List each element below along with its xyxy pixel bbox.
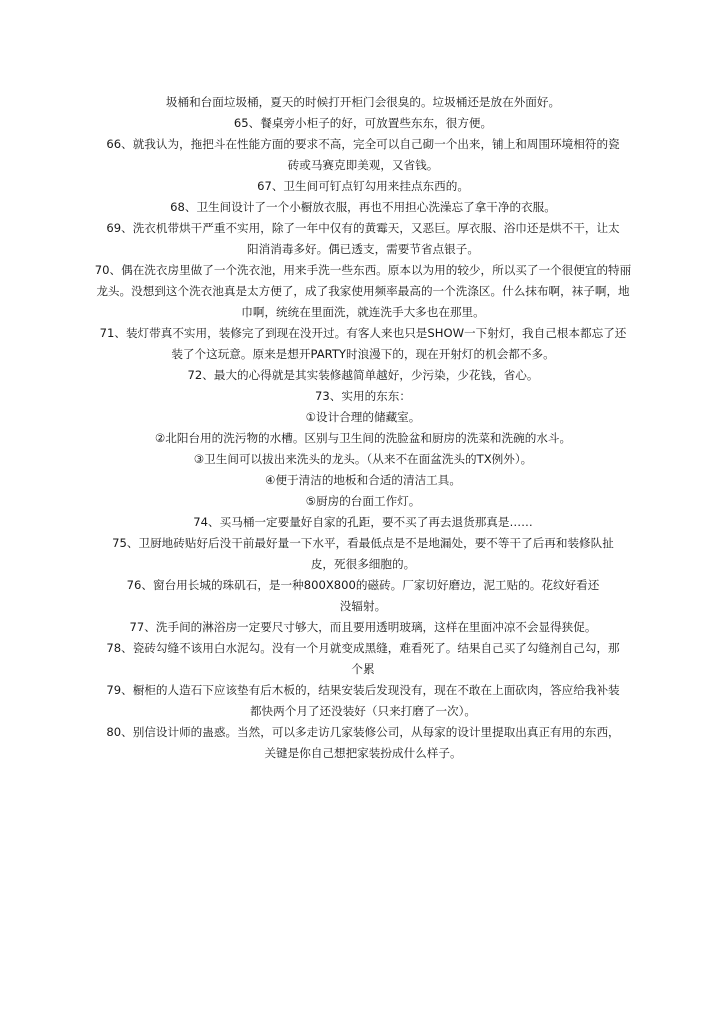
list-item-1: ①设计合理的储藏室。 bbox=[305, 410, 421, 424]
paragraph-69: 69、洗衣机带烘干严重不实用，除了一年中仅有的黄霉天，又恶巨。厚衣服、浴巾还是烘不干，让太阳消消毒多好。偶已透支，需要节省点银子。 bbox=[106, 221, 620, 256]
paragraph-76-continued: 没辐射。 bbox=[339, 599, 387, 613]
paragraph-67: 67、卫生间可钉点钉勾用来挂点东西的。 bbox=[257, 179, 469, 193]
paragraph-74: 74、买马桶一定要量好自家的孔距，要不买了再去退货那真是…… bbox=[193, 515, 533, 529]
paragraph-77: 77、洗手间的淋浴房一定要尺寸够大，而且要用透明玻璃，这样在里面冲凉不会显得狭促。 bbox=[129, 620, 597, 634]
list-item-2: ②北阳台用的洗污物的水槽。区别与卫生间的洗脸盆和厨房的洗菜和洗碗的水斗。 bbox=[154, 431, 572, 445]
document-body bbox=[94, 92, 632, 764]
paragraph-72: 72、最大的心得就是其实装修越简单越好，少污染，少花钱，省心。 bbox=[187, 368, 539, 382]
paragraph-71: 71、装灯带真不实用，装修完了到现在没开过。有客人来也只是SHOW一下射灯，我自己根本都忘了还装了个这玩意。原来是想开PARTY时浪漫下的，现在开射灯的机会都不多。 bbox=[99, 326, 627, 361]
paragraph-68: 68、卫生间设计了一个小橱放衣服，再也不用担心洗澡忘了拿干净的衣服。 bbox=[170, 200, 556, 214]
paragraph-76: 76、窗台用长城的珠矶石，是一种800X800的磁砖。厂家切好磨边，泥工贴的。花纹好看还 bbox=[126, 578, 600, 592]
paragraph-73: 73、实用的东东： bbox=[315, 389, 411, 403]
list-item-4: ④便于清洁的地板和合适的清洁工具。 bbox=[265, 473, 461, 487]
paragraph-78: 78、瓷砖勾缝不该用白水泥勾。没有一个月就变成黑缝，难看死了。结果自己买了勾缝剂自己勾，那个累 bbox=[106, 641, 620, 676]
paragraph-75: 75、卫厨地砖贴好后没干前最好量一下水平，看最低点是不是地漏处，要不等干了后再和装修队扯皮，死很多细胞的。 bbox=[112, 536, 614, 571]
paragraph-trash-bin: 圾桶和台面垃圾桶，夏天的时候打开柜门会很臭的。垃圾桶还是放在外面好。 bbox=[165, 95, 561, 109]
paragraph-66: 66、就我认为，拖把斗在性能方面的要求不高，完全可以自己砌一个出来，铺上和周围环境相符的瓷砖或马赛克即美观，又省钱。 bbox=[106, 137, 620, 172]
list-item-5: ⑤厨房的台面工作灯。 bbox=[305, 494, 421, 508]
paragraph-80: 80、别信设计师的蛊惑。当然，可以多走访几家装修公司，从每家的设计里提取出真正有用的东西，关键是你自己想把家装扮成什么样子。 bbox=[106, 725, 620, 760]
paragraph-70: 70、偶在洗衣房里做了一个洗衣池，用来手洗一些东西。原本以为用的较少，所以买了一个很便宜的特丽龙头。没想到这个洗衣池真是太方便了，成了我家使用频率最高的一个洗涤区。什么抹布啊，袜子啊，地巾啊，统统在里面洗，就连洗手大多也在那里。 bbox=[94, 263, 632, 319]
list-item-3: ③卫生间可以拔出来洗头的龙头。（从来不在面盆洗头的TX例外）。 bbox=[193, 452, 533, 466]
paragraph-79: 79、橱柜的人造石下应该垫有后木板的，结果安装后发现没有，现在不敢在上面砍肉，答应给我补装都快两个月了还没装好（只来打磨了一次）。 bbox=[106, 683, 620, 718]
paragraph-65: 65、餐桌旁小柜子的好，可放置些东东，很方便。 bbox=[233, 116, 493, 130]
